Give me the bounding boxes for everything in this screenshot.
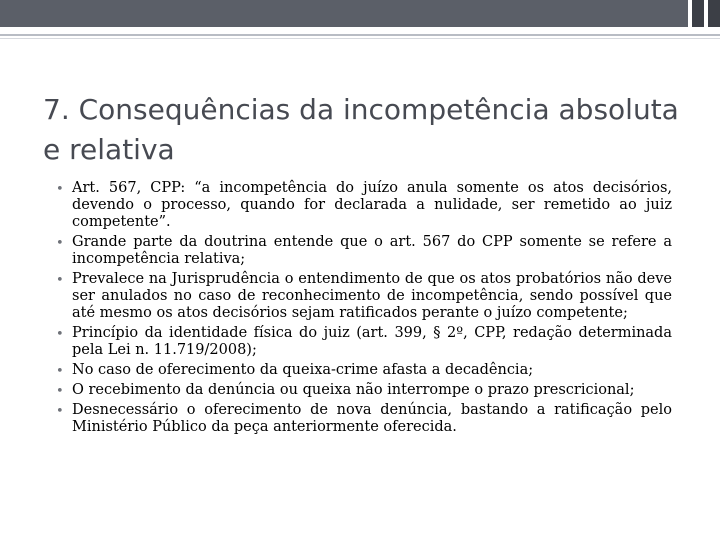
bullet-text: Princípio da identidade física do juiz (art. 399, § 2º, CPP, redação determinada pela Lei n. 11.719/2008);	[72, 325, 672, 358]
bullet-text: Prevalece na Jurisprudência o entendimento de que os atos probatórios não deve ser anulados no caso de reconhecimento de incompetência, sendo possível que até mesmo os atos decisórios sejam ratificados perante o juízo competente;	[72, 271, 672, 321]
bullet-icon: •	[56, 273, 64, 288]
top-bar-dark-segment	[708, 0, 720, 27]
bullet-text: Grande parte da doutrina entende que o art. 567 do CPP somente se refere a incompetência relativa;	[72, 234, 672, 267]
slide-title: 7. Consequências da incompetência absoluta e relativa	[43, 93, 679, 166]
bullet-list	[50, 180, 672, 439]
top-bar	[0, 0, 720, 27]
bullet-text: O recebimento da denúncia ou queixa não interrompe o prazo prescricional;	[72, 382, 635, 398]
bullet-item	[50, 325, 672, 359]
bullet-item	[50, 180, 672, 231]
bullet-icon: •	[56, 384, 64, 399]
bullet-item	[50, 234, 672, 268]
bullet-text: Art. 567, CPP: “a incompetência do juízo anula somente os atos decisórios, devendo o processo, quando for declarada a nulidade, ser remetido ao juiz competente”.	[72, 180, 672, 230]
accent-line-thin	[0, 38, 720, 39]
bullet-text: Desnecessário o oferecimento de nova denúncia, bastando a ratificação pelo Ministério Público da peça anteriormente oferecida.	[72, 402, 672, 435]
bullet-item	[50, 402, 672, 436]
bullet-item	[50, 382, 672, 399]
bullet-icon: •	[56, 364, 64, 379]
top-bar-main-segment	[0, 0, 688, 27]
bullet-item	[50, 362, 672, 379]
bullet-item	[50, 271, 672, 322]
bullet-icon: •	[56, 327, 64, 342]
bullet-icon: •	[56, 182, 64, 197]
bullet-text: No caso de oferecimento da queixa-crime afasta a decadência;	[72, 362, 534, 378]
top-bar-dark-segment	[692, 0, 704, 27]
bullet-icon: •	[56, 236, 64, 251]
accent-line	[0, 34, 720, 36]
bullet-icon: •	[56, 404, 64, 419]
